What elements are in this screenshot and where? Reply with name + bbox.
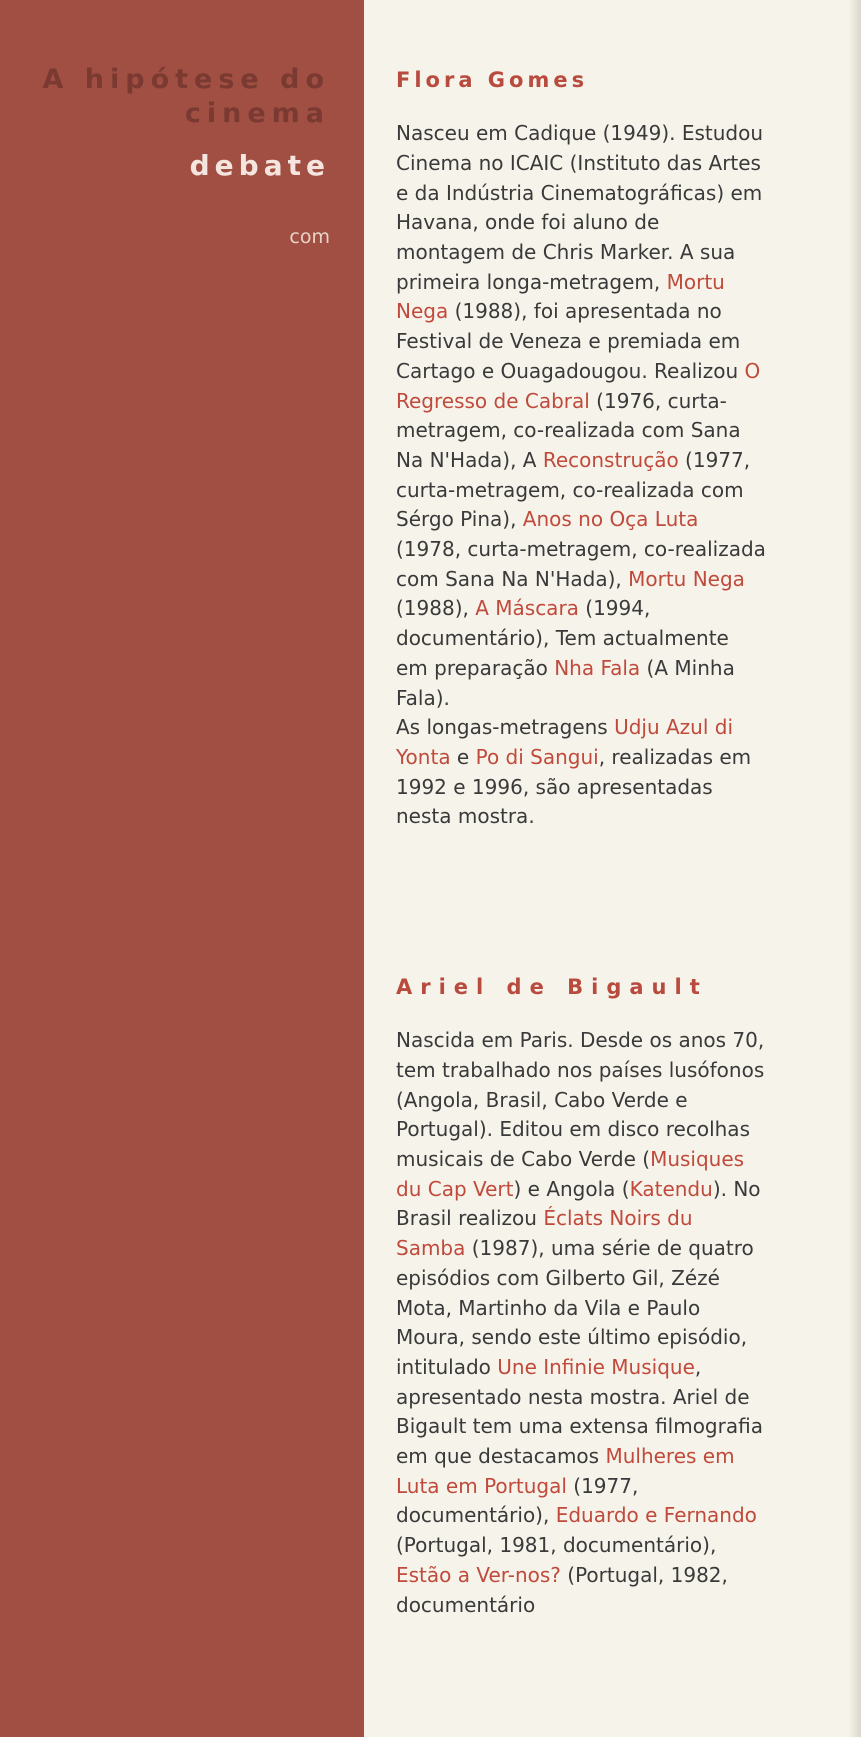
bio-text-segment: (1978, curta-metragem, co-realizada com Sana Na N'Hada),: [396, 537, 766, 591]
film-title: Reconstrução: [542, 447, 679, 472]
bio-text-segment: (1988),: [396, 596, 476, 621]
bio-section: [396, 68, 766, 832]
bio-text-segment: ) e Angola (: [513, 1176, 630, 1201]
film-title: Eduardo e Fernando: [555, 1503, 757, 1528]
bio-text: [396, 119, 766, 832]
film-title: O Regresso de Cabral: [396, 358, 761, 413]
film-title: Anos no Oça Luta: [522, 507, 699, 532]
film-title: Udju Azul di Yonta: [396, 715, 734, 769]
film-title: Une Infinie Musique: [497, 1354, 695, 1379]
bio-text-segment: (Portugal, 1981, documentário),: [396, 1533, 717, 1558]
sidebar-with-label: com: [289, 226, 330, 248]
sidebar-title-line-2: cinema: [184, 98, 330, 129]
bio-text: [396, 1026, 766, 1620]
bio-name: Ariel de Bigault: [396, 975, 708, 999]
film-title: Mortu Nega: [628, 566, 745, 591]
bio-text-segment: Nascida em Paris. Desde os anos 70, tem trabalhado nos países lusófonos (Angola, Brasil, Cabo Verde e Portugal). Editou em disco recolhas musicais de Cabo Verde (: [396, 1028, 765, 1171]
bio-text-segment: , apresentado nesta mostra. Ariel de Bigault tem uma extensa filmografia em que destacamos: [396, 1354, 763, 1469]
film-title: Musiques du Cap Vert: [396, 1147, 745, 1201]
film-title: Po di Sangui: [475, 744, 599, 769]
bio-name: Flora Gomes: [396, 68, 589, 92]
bio-text-segment: (1994, documentário), Tem actualmente em preparação: [396, 596, 729, 680]
film-title: Nha Fala: [554, 655, 641, 680]
film-title: Katendu: [629, 1176, 713, 1201]
bio-text-segment: As longas-metragens: [396, 715, 615, 740]
bio-section: [396, 975, 766, 1620]
bio-text-segment: (1977, documentário),: [396, 1473, 639, 1528]
bio-text-segment: e: [450, 744, 476, 769]
film-title: Estão a Ver-nos?: [396, 1562, 561, 1587]
film-title: Éclats Noirs du Samba: [396, 1206, 693, 1261]
bio-text-segment: (1988), foi apresentada no Festival de Veneza e premiada em Cartago e Ouagadougou. Realizou: [396, 299, 745, 383]
bio-text-segment: (1977, curta-metragem, co-realizada com Sérgo Pina),: [396, 447, 751, 532]
bio-text-segment: (Portugal, 1982, documentário: [396, 1562, 728, 1617]
film-title: Mulheres em Luta em Portugal: [396, 1444, 735, 1498]
bio-text-segment: (1976, curta-metragem, co-realizada com Sana Na N'Hada), A: [396, 388, 741, 472]
sidebar-panel: [0, 0, 364, 1737]
bio-text-segment: ). No Brasil realizou: [396, 1176, 761, 1231]
bio-text-segment: (1987), uma série de quatro episódios com Gilberto Gil, Zézé Mota, Martinho da Vila e Paulo Moura, sendo este último episódio, intitulado: [396, 1236, 754, 1379]
bio-text-segment: (A Minha Fala).: [396, 655, 735, 710]
film-title: A Máscara: [475, 596, 579, 621]
sidebar-subtitle: debate: [189, 149, 330, 182]
bio-text-segment: Nasceu em Cadique (1949). Estudou Cinema no ICAIC (Instituto das Artes e da Indústria Cinematográficas) em Havana, onde foi aluno de montagem de Chris Marker. A sua primeira longa-metragem,: [396, 121, 764, 294]
page-edge: [849, 0, 861, 1737]
film-title: Mortu Nega: [396, 269, 725, 324]
sidebar-title-line-1: A hipótese do: [42, 64, 330, 95]
bio-text-segment: , realizadas em 1992 e 1996, são apresentadas nesta mostra.: [396, 744, 752, 829]
